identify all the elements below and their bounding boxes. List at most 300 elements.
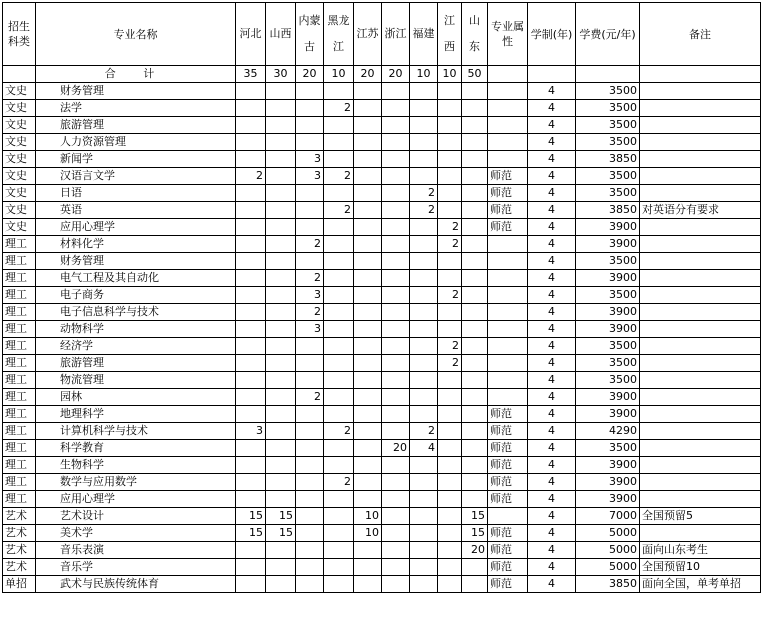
major-name-cell: 经济学 [36,338,236,355]
table-row [3,236,761,253]
note-cell: 对英语分有要求 [640,202,761,219]
duration-cell: 4 [528,185,576,202]
province-quota-cell [236,559,266,576]
attribute-cell: 师范 [488,440,528,457]
province-quota-cell [266,372,296,389]
fee-cell: 3900 [576,406,640,423]
province-quota-cell: 2 [324,168,354,185]
province-quota-cell [266,287,296,304]
fee-cell: 3500 [576,338,640,355]
attribute-cell [488,117,528,134]
attribute-cell [488,338,528,355]
province-quota-cell [410,83,438,100]
province-quota-cell [354,219,382,236]
province-quota-cell [324,508,354,525]
province-quota-cell [462,253,488,270]
total-label: 合 计 [36,66,236,83]
province-quota-cell [410,304,438,321]
province-quota-cell [236,100,266,117]
province-quota-cell [324,134,354,151]
major-name-cell: 物流管理 [36,372,236,389]
table-row [3,576,761,593]
total-count: 10 [324,66,354,83]
province-quota-cell: 2 [438,219,462,236]
table-row [3,406,761,423]
fee-cell: 3850 [576,202,640,219]
fee-cell: 3500 [576,185,640,202]
province-quota-cell [382,372,410,389]
table-row [3,440,761,457]
province-quota-cell [438,406,462,423]
total-row [3,66,761,83]
province-quota-cell [354,304,382,321]
note-cell: 面向山东考生 [640,542,761,559]
table-row [3,117,761,134]
province-quota-cell [410,576,438,593]
duration-cell: 4 [528,100,576,117]
province-quota-cell [382,287,410,304]
category-cell: 理工 [3,406,36,423]
duration-cell: 4 [528,236,576,253]
header-duration: 学制(年) [528,3,576,66]
major-name-cell: 音乐学 [36,559,236,576]
province-quota-cell [462,457,488,474]
enrollment-plan-table [2,2,761,593]
province-quota-cell [296,338,324,355]
note-cell [640,83,761,100]
province-quota-cell [410,270,438,287]
fee-cell: 3500 [576,83,640,100]
note-cell: 全国预留10 [640,559,761,576]
note-cell [640,151,761,168]
province-quota-cell [438,525,462,542]
major-name-cell: 旅游管理 [36,355,236,372]
province-quota-cell [438,100,462,117]
attribute-cell: 师范 [488,542,528,559]
province-quota-cell [324,253,354,270]
province-quota-cell [354,151,382,168]
major-name-cell: 财务管理 [36,83,236,100]
category-cell: 理工 [3,491,36,508]
major-name-cell: 旅游管理 [36,117,236,134]
province-quota-cell [236,202,266,219]
province-quota-cell [438,117,462,134]
header-major: 专业名称 [36,3,236,66]
province-quota-cell [462,372,488,389]
category-cell: 理工 [3,423,36,440]
note-cell [640,491,761,508]
province-quota-cell [324,457,354,474]
province-quota-cell [324,236,354,253]
duration-cell: 4 [528,406,576,423]
header-attribute: 专业属性 [488,3,528,66]
category-cell: 理工 [3,389,36,406]
category-cell: 文史 [3,83,36,100]
fee-cell: 3500 [576,134,640,151]
province-quota-cell: 2 [324,202,354,219]
province-quota-cell [296,219,324,236]
attribute-cell [488,372,528,389]
province-quota-cell: 15 [266,525,296,542]
total-count: 20 [354,66,382,83]
note-cell [640,321,761,338]
province-quota-cell: 2 [438,338,462,355]
major-name-cell: 电子商务 [36,287,236,304]
attribute-cell [488,100,528,117]
province-quota-cell [324,389,354,406]
total-count: 50 [462,66,488,83]
province-quota-cell [236,321,266,338]
duration-cell: 4 [528,304,576,321]
major-name-cell: 应用心理学 [36,491,236,508]
province-quota-cell [324,83,354,100]
province-quota-cell [266,134,296,151]
province-quota-cell [266,423,296,440]
province-quota-cell [462,236,488,253]
note-cell [640,338,761,355]
attribute-cell [488,270,528,287]
province-quota-cell: 3 [296,168,324,185]
province-quota-cell [410,134,438,151]
fee-cell: 3500 [576,117,640,134]
duration-cell: 4 [528,508,576,525]
attribute-cell: 师范 [488,406,528,423]
attribute-cell: 师范 [488,185,528,202]
table-row [3,83,761,100]
major-name-cell: 科学教育 [36,440,236,457]
province-quota-cell [382,202,410,219]
category-cell: 理工 [3,355,36,372]
province-quota-cell [382,321,410,338]
attribute-cell: 师范 [488,423,528,440]
province-quota-cell [382,525,410,542]
major-name-cell: 生物科学 [36,457,236,474]
attribute-cell: 师范 [488,474,528,491]
duration-cell: 4 [528,576,576,593]
province-quota-cell [438,83,462,100]
province-quota-cell [438,440,462,457]
province-quota-cell [438,151,462,168]
note-cell [640,423,761,440]
note-cell [640,253,761,270]
category-cell: 理工 [3,440,36,457]
category-cell: 理工 [3,270,36,287]
province-quota-cell [462,440,488,457]
header-province: 福建 [410,3,438,66]
province-quota-cell: 10 [354,525,382,542]
province-quota-cell [236,236,266,253]
province-quota-cell [382,304,410,321]
province-quota-cell [462,304,488,321]
province-quota-cell [266,355,296,372]
table-row [3,525,761,542]
province-quota-cell [382,117,410,134]
province-quota-cell [266,253,296,270]
table-row [3,474,761,491]
province-quota-cell [382,100,410,117]
table-row [3,559,761,576]
province-quota-cell [462,338,488,355]
major-name-cell: 日语 [36,185,236,202]
province-quota-cell [354,253,382,270]
province-quota-cell [438,304,462,321]
province-quota-cell [266,151,296,168]
header-province: 内蒙古 [296,3,324,66]
attribute-cell: 师范 [488,219,528,236]
total-fee-cell [576,66,640,83]
province-quota-cell [236,287,266,304]
province-quota-cell: 10 [354,508,382,525]
province-quota-cell: 2 [438,236,462,253]
attribute-cell: 师范 [488,491,528,508]
fee-cell: 3900 [576,321,640,338]
duration-cell: 4 [528,134,576,151]
province-quota-cell [382,576,410,593]
duration-cell: 4 [528,355,576,372]
attribute-cell [488,236,528,253]
table-row [3,338,761,355]
province-quota-cell [354,168,382,185]
header-category: 招生科类 [3,3,36,66]
province-quota-cell [382,423,410,440]
province-quota-cell [354,355,382,372]
province-quota-cell [236,117,266,134]
header-province: 江西 [438,3,462,66]
province-quota-cell [354,440,382,457]
province-quota-cell [324,440,354,457]
province-quota-cell [354,491,382,508]
province-quota-cell [438,270,462,287]
province-quota-cell [410,406,438,423]
province-quota-cell [266,236,296,253]
note-cell [640,372,761,389]
major-name-cell: 材料化学 [36,236,236,253]
province-quota-cell [296,100,324,117]
province-quota-cell [410,168,438,185]
province-quota-cell: 2 [296,270,324,287]
province-quota-cell [296,355,324,372]
major-name-cell: 财务管理 [36,253,236,270]
fee-cell: 3900 [576,236,640,253]
province-quota-cell [266,576,296,593]
province-quota-cell [236,338,266,355]
note-cell [640,100,761,117]
fee-cell: 3900 [576,219,640,236]
province-quota-cell [236,304,266,321]
note-cell [640,287,761,304]
note-cell [640,525,761,542]
province-quota-cell [438,457,462,474]
total-attribute-cell [488,66,528,83]
province-quota-cell [236,219,266,236]
province-quota-cell [266,202,296,219]
note-cell [640,406,761,423]
province-quota-cell [462,474,488,491]
attribute-cell [488,134,528,151]
province-quota-cell: 2 [296,304,324,321]
attribute-cell [488,287,528,304]
attribute-cell: 师范 [488,576,528,593]
province-quota-cell: 15 [236,525,266,542]
province-quota-cell [354,287,382,304]
province-quota-cell: 2 [324,100,354,117]
province-quota-cell [324,270,354,287]
province-quota-cell [236,542,266,559]
province-quota-cell [410,338,438,355]
note-cell [640,389,761,406]
province-quota-cell [354,372,382,389]
province-quota-cell [354,185,382,202]
header-province: 浙江 [382,3,410,66]
total-count: 10 [438,66,462,83]
attribute-cell [488,321,528,338]
province-quota-cell [236,406,266,423]
major-name-cell: 美术学 [36,525,236,542]
table-row [3,100,761,117]
province-quota-cell [324,576,354,593]
province-quota-cell [296,508,324,525]
province-quota-cell [382,168,410,185]
table-row [3,389,761,406]
category-cell: 文史 [3,100,36,117]
province-quota-cell [324,151,354,168]
attribute-cell: 师范 [488,202,528,219]
table-row [3,491,761,508]
header-province: 黑龙江 [324,3,354,66]
fee-cell: 4290 [576,423,640,440]
duration-cell: 4 [528,321,576,338]
province-quota-cell [266,542,296,559]
province-quota-cell [324,117,354,134]
province-quota-cell [382,457,410,474]
province-quota-cell [438,202,462,219]
province-quota-cell: 15 [236,508,266,525]
major-name-cell: 数学与应用数学 [36,474,236,491]
note-cell: 面向全国，单考单招 [640,576,761,593]
province-quota-cell [410,491,438,508]
province-quota-cell [410,117,438,134]
province-quota-cell: 2 [410,202,438,219]
major-name-cell: 电子信息科学与技术 [36,304,236,321]
fee-cell: 3900 [576,270,640,287]
category-cell: 理工 [3,304,36,321]
province-quota-cell [438,372,462,389]
province-quota-cell [462,151,488,168]
category-cell: 文史 [3,134,36,151]
attribute-cell [488,355,528,372]
province-quota-cell: 3 [236,423,266,440]
table-row [3,304,761,321]
province-quota-cell [236,491,266,508]
table-row [3,287,761,304]
province-quota-cell [462,559,488,576]
table-row [3,202,761,219]
province-quota-cell [236,440,266,457]
fee-cell: 7000 [576,508,640,525]
table-row [3,168,761,185]
category-cell: 文史 [3,202,36,219]
province-quota-cell [462,389,488,406]
major-name-cell: 法学 [36,100,236,117]
province-quota-cell [382,236,410,253]
province-quota-cell [354,576,382,593]
province-quota-cell [438,576,462,593]
province-quota-cell [296,406,324,423]
total-category-cell [3,66,36,83]
table-row [3,253,761,270]
table-row [3,508,761,525]
table-row [3,151,761,168]
header-province: 河北 [236,3,266,66]
total-count: 20 [296,66,324,83]
province-quota-cell [462,270,488,287]
province-quota-cell [382,355,410,372]
province-quota-cell [462,355,488,372]
category-cell: 理工 [3,253,36,270]
province-quota-cell [296,559,324,576]
attribute-cell: 师范 [488,457,528,474]
province-quota-cell [296,185,324,202]
province-quota-cell [354,389,382,406]
attribute-cell [488,83,528,100]
province-quota-cell: 2 [410,185,438,202]
duration-cell: 4 [528,202,576,219]
province-quota-cell: 2 [410,423,438,440]
province-quota-cell [382,542,410,559]
province-quota-cell [266,117,296,134]
province-quota-cell [236,372,266,389]
major-name-cell: 应用心理学 [36,219,236,236]
major-name-cell: 动物科学 [36,321,236,338]
category-cell: 文史 [3,168,36,185]
province-quota-cell [382,559,410,576]
attribute-cell: 师范 [488,168,528,185]
province-quota-cell [324,491,354,508]
province-quota-cell [438,134,462,151]
fee-cell: 3900 [576,491,640,508]
province-quota-cell [266,219,296,236]
major-name-cell: 武术与民族传统体育 [36,576,236,593]
province-quota-cell [462,185,488,202]
province-quota-cell [410,508,438,525]
province-quota-cell [410,100,438,117]
duration-cell: 4 [528,423,576,440]
province-quota-cell [296,576,324,593]
note-cell [640,457,761,474]
province-quota-cell [324,406,354,423]
province-quota-cell [462,321,488,338]
total-count: 10 [410,66,438,83]
province-quota-cell [266,474,296,491]
province-quota-cell [266,338,296,355]
province-quota-cell [324,372,354,389]
note-cell [640,270,761,287]
table-row [3,185,761,202]
province-quota-cell [296,542,324,559]
province-quota-cell [236,253,266,270]
province-quota-cell [236,474,266,491]
province-quota-cell: 3 [296,151,324,168]
province-quota-cell [296,457,324,474]
province-quota-cell [382,508,410,525]
province-quota-cell [296,253,324,270]
category-cell: 文史 [3,151,36,168]
province-quota-cell [296,134,324,151]
province-quota-cell [382,83,410,100]
province-quota-cell [324,287,354,304]
province-quota-cell [382,134,410,151]
province-quota-cell [354,100,382,117]
